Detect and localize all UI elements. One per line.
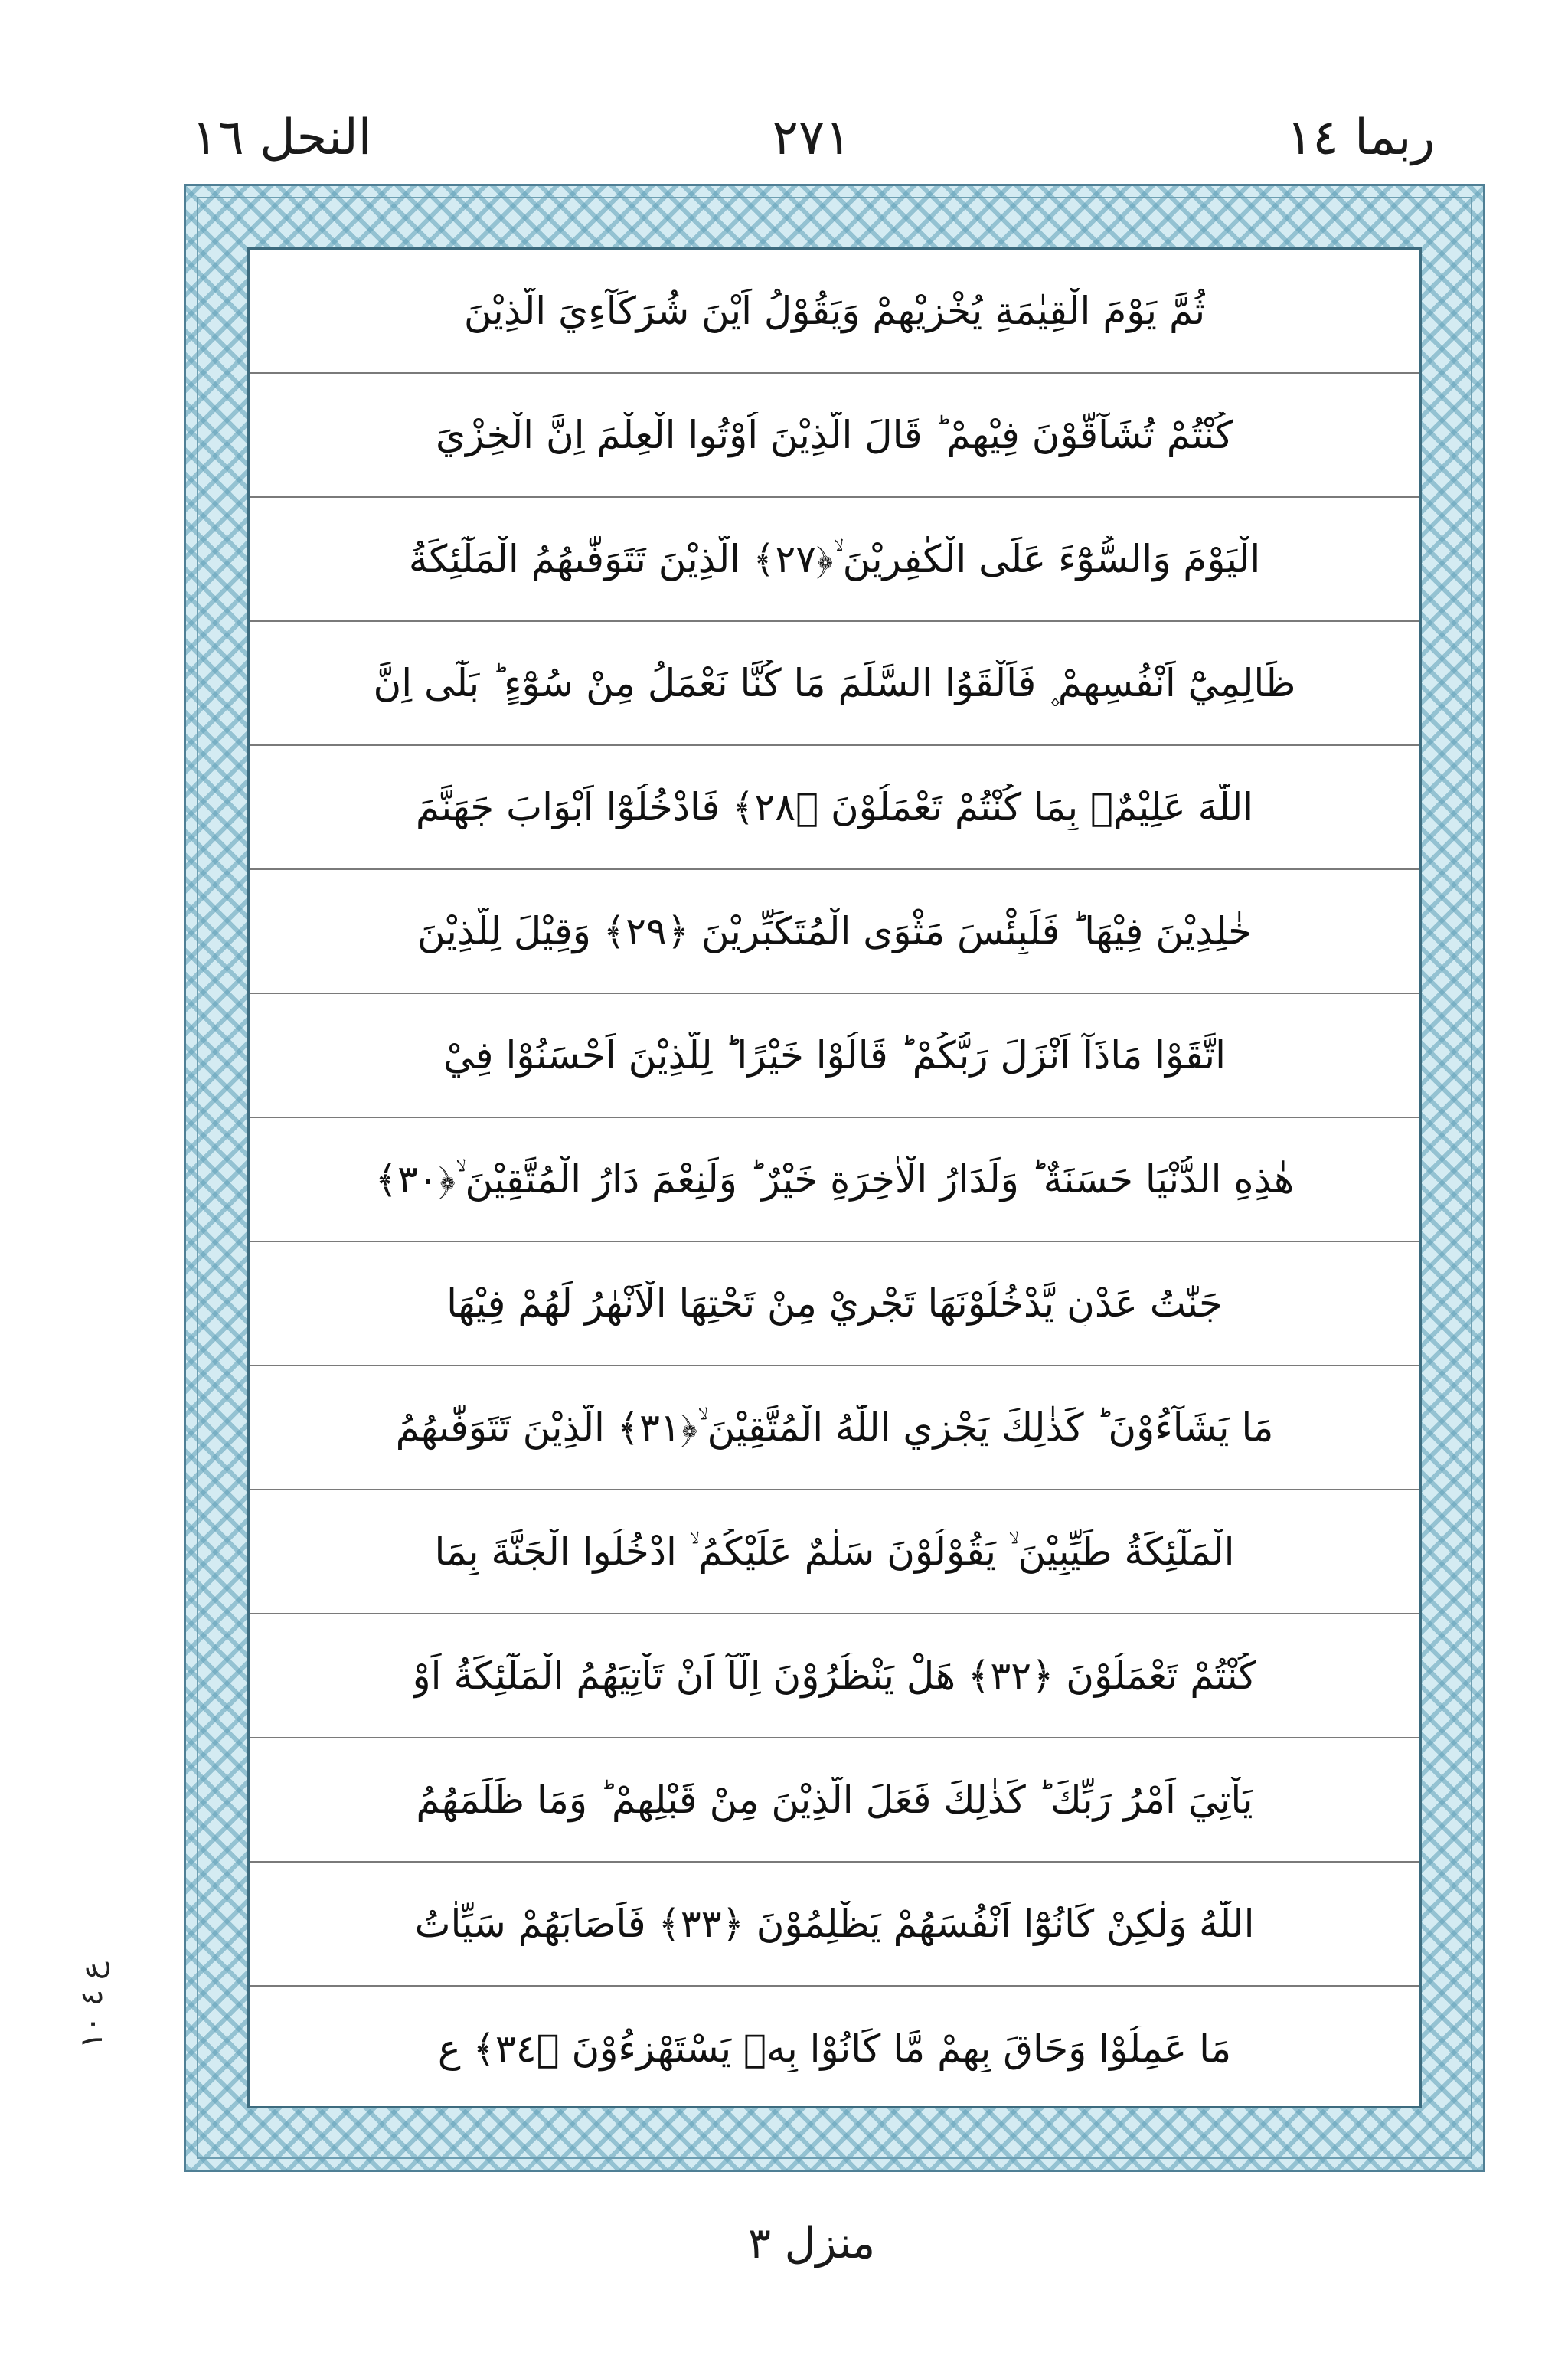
text-line-2 [250,374,1419,498]
text-line-1 [250,250,1419,374]
text-line-8 [250,1118,1419,1242]
line-text: ظَالِمِيْٓ اَنْفُسِهِمْ ۪ فَاَلْقَوُا السَّلَمَ مَا كُنَّا نَعْمَلُ مِنْ سُوْٓءٍ ؕ بَلٰٓى اِنَّ [373,661,1296,705]
line-text: اللّٰهُ وَلٰكِنْ كَانُوْٓا اَنْفُسَهُمْ يَظْلِمُوْنَ ﴿٣٣﴾ فَاَصَابَهُمْ سَيِّاٰتُ [414,1902,1255,1946]
text-line-15 [250,1987,1419,2111]
text-line-6 [250,870,1419,994]
ruku-marker: ع ٤ ١٠ [74,1961,109,2049]
text-line-14 [250,1863,1419,1987]
line-text: مَا يَشَآءُوْنَ ؕ كَذٰلِكَ يَجْزِي اللّٰهُ الْمُتَّقِيْنَ ۙ﴿٣١﴾ الَّذِيْنَ تَتَوَفّٰىهُمُ [395,1405,1274,1450]
page-number: ٢٧١ [772,110,851,166]
line-text: مَا عَمِلُوْا وَحَاقَ بِهِمْ مَّا كَانُوْا بِهٖ يَسْتَهْزِءُوْنَ ﴿٣٤﴾ ع [437,2026,1232,2071]
line-text: ثُمَّ يَوْمَ الْقِيٰمَةِ يُخْزِيْهِمْ وَيَقُوْلُ اَيْنَ شُرَكَآءِيَ الَّذِيْنَ [463,289,1206,333]
line-text: خٰلِدِيْنَ فِيْهَا ؕ فَلَبِئْسَ مَثْوَى الْمُتَكَبِّرِيْنَ ﴿٢٩﴾ وَقِيْلَ لِلَّذِيْنَ [416,909,1253,953]
line-text: اللّٰهَ عَلِيْمٌۢ بِمَا كُنْتُمْ تَعْمَلُوْنَ ﴿٢٨﴾ فَادْخُلُوْٓا اَبْوَابَ جَهَنَّمَ [415,785,1254,829]
line-text: يَاْتِيَ اَمْرُ رَبِّكَ ؕ كَذٰلِكَ فَعَلَ الَّذِيْنَ مِنْ قَبْلِهِمْ ؕ وَمَا ظَلَمَهُمُ [416,1778,1253,1822]
line-text: اتَّقَوْا مَاذَآ اَنْزَلَ رَبُّكُمْ ؕ قَالُوْا خَيْرًا ؕ لِلَّذِيْنَ اَحْسَنُوْا فِيْ [443,1033,1226,1078]
text-line-12 [250,1614,1419,1738]
text-line-13 [250,1738,1419,1863]
text-line-11 [250,1490,1419,1614]
manzil-label: منزل ٣ [747,2219,876,2268]
text-line-9 [250,1242,1419,1366]
ornamental-border [184,184,1485,2172]
line-text: الْيَوْمَ وَالسُّوْٓءَ عَلَى الْكٰفِرِيْنَ ۙ﴿٢٧﴾ الَّذِيْنَ تَتَوَفّٰىهُمُ الْمَلٰٓئِكَةُ [408,537,1261,581]
line-text: هٰذِهِ الدُّنْيَا حَسَنَةٌ ؕ وَلَدَارُ الْاٰخِرَةِ خَيْرٌ ؕ وَلَنِعْمَ دَارُ الْمُتَّقِيْنَ ۙ﴿٣٠﴾ [374,1157,1295,1202]
text-line-7 [250,994,1419,1118]
line-text: كُنْتُمْ تُشَآقُّوْنَ فِيْهِمْ ؕ قَالَ الَّذِيْنَ اُوْتُوا الْعِلْمَ اِنَّ الْخِزْيَ [435,413,1234,457]
line-text: الْمَلٰٓئِكَةُ طَيِّبِيْنَ ۙ يَقُوْلُوْنَ سَلٰمٌ عَلَيْكُمُ ۙ ادْخُلُوا الْجَنَّةَ بِمَا [434,1529,1235,1574]
quran-text-panel [247,247,1422,2108]
surah-title: النحل ١٦ [191,110,372,166]
juz-title: ربما ١٤ [1286,110,1436,166]
text-line-10 [250,1366,1419,1490]
line-text: جَنّٰتُ عَدْنٍ يَّدْخُلُوْنَهَا تَجْرِيْ مِنْ تَحْتِهَا الْاَنْهٰرُ لَهُمْ فِيْهَا [446,1281,1223,1326]
text-line-3 [250,498,1419,622]
line-text: كُنْتُمْ تَعْمَلُوْنَ ﴿٣٢﴾ هَلْ يَنْظُرُوْنَ اِلَّآ اَنْ تَاْتِيَهُمُ الْمَلٰٓئِكَةُ اَوْ [412,1653,1257,1698]
text-line-4 [250,622,1419,746]
text-line-5 [250,746,1419,870]
